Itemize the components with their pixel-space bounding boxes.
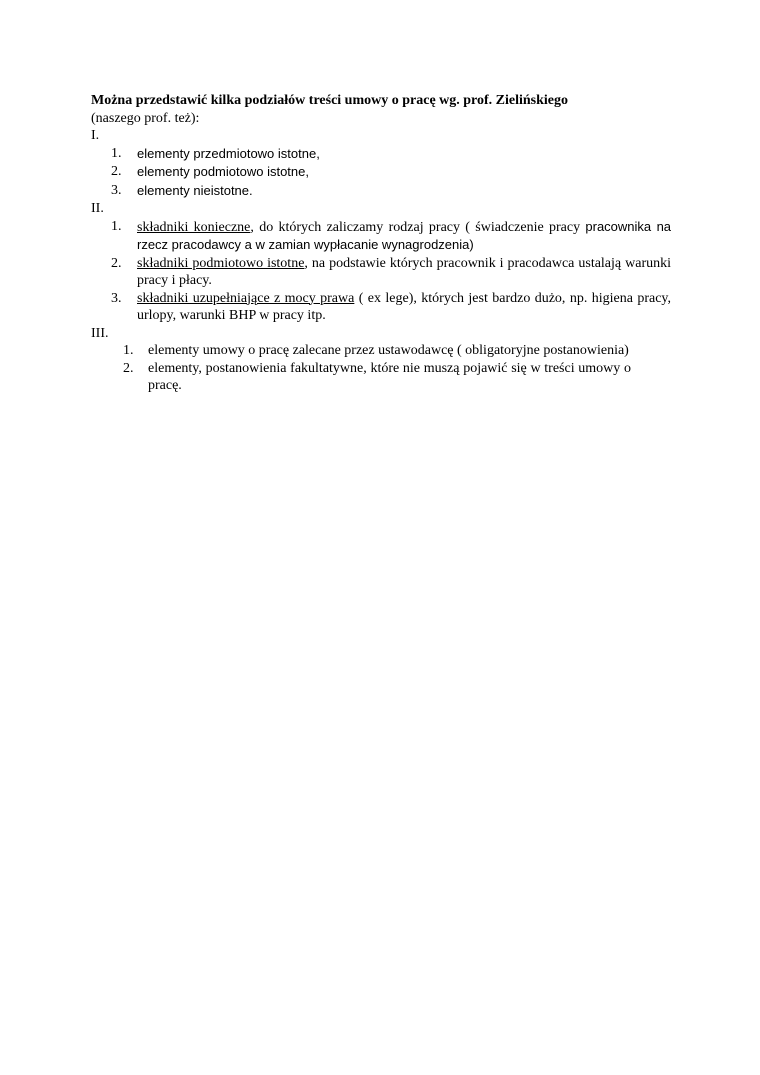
item-text: ( ex lege), których jest bardzo dużo, np. higiena	[354, 290, 633, 306]
item-number: 2.	[111, 164, 122, 179]
item-number: 1.	[111, 145, 122, 161]
list-item	[91, 182, 671, 201]
section-numeral-3: III.	[91, 325, 109, 341]
section-2-list	[91, 218, 671, 325]
list-item	[91, 145, 671, 164]
section-1-list	[91, 145, 671, 201]
document-page	[91, 92, 671, 395]
item-number: 2.	[123, 360, 134, 376]
list-item	[91, 163, 671, 182]
item-text: elementy przedmiotowo istotne,	[137, 145, 320, 161]
document-heading: Można przedstawić kilka podziałów treści umowy o pracę wg. prof. Zielińskiego	[91, 93, 569, 108]
item-number: 3.	[111, 290, 122, 306]
item-text: , na podstawie których pracownik i pracodawca ustalają	[304, 255, 622, 271]
item-text: elementy nieistotne.	[137, 182, 253, 198]
item-number: 3.	[111, 182, 122, 198]
item-text-continuation-a: o	[624, 360, 631, 376]
item-text-continuation-b: pracę.	[148, 378, 182, 393]
item-number: 1.	[111, 218, 122, 234]
item-text: elementy, postanowienia fakultatywne, które nie muszą pojawić się w treści umowy	[148, 360, 621, 376]
item-term: składniki uzupełniające z mocy prawa	[137, 290, 355, 306]
item-text: elementy umowy o pracę zalecane przez ustawodawcę ( obligatoryjne postanowienia)	[148, 343, 629, 358]
item-text-continuation: pracownika na rzecz pracodawcy a w zamian wypłacanie wynagrodzenia)	[137, 218, 672, 252]
item-term: składniki konieczne	[137, 219, 251, 235]
item-text-continuation: pracy, urlopy, warunki BHP w pracy itp.	[137, 290, 671, 323]
list-item	[91, 360, 671, 395]
section-3-list	[91, 342, 671, 395]
item-text-continuation: warunki pracy i płacy.	[137, 255, 672, 288]
list-item	[91, 255, 671, 290]
item-text: elementy podmiotowo istotne,	[137, 164, 309, 179]
section-numeral-2: II.	[91, 201, 104, 216]
document-subheading: (naszego prof. też):	[91, 110, 200, 126]
item-text: , do których zaliczamy rodzaj pracy ( świadczenie pracy	[250, 219, 581, 235]
list-item	[91, 218, 671, 255]
list-item	[91, 290, 671, 325]
section-numeral-1: I.	[91, 128, 100, 143]
item-number: 2.	[111, 255, 122, 271]
item-term: składniki podmiotowo istotne	[137, 255, 305, 271]
list-item	[91, 342, 671, 360]
item-number: 1.	[123, 343, 134, 358]
